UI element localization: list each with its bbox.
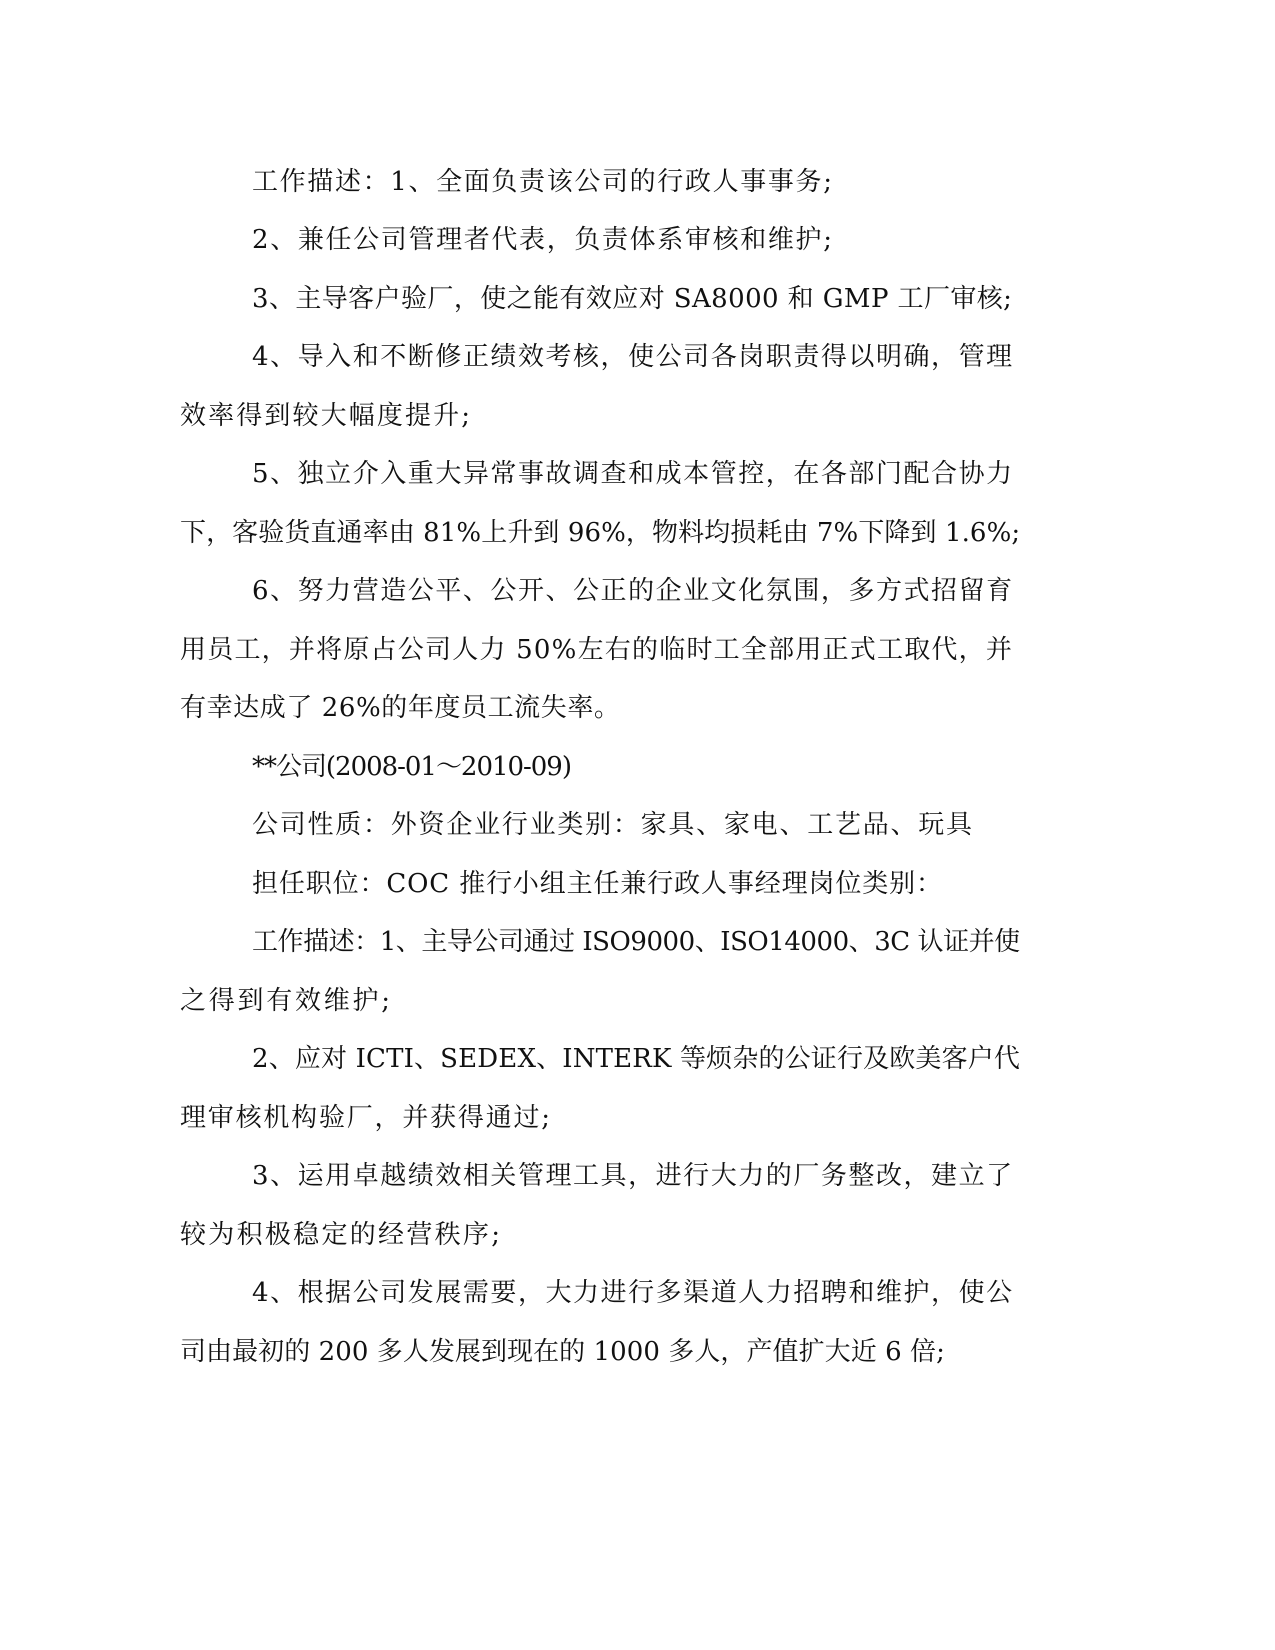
work-item-line: 4、根据公司发展需要，大力进行多渠道人力招聘和维护，使公 (252, 1278, 1014, 1308)
work-item-line: 3、主导客户验厂，使之能有效应对 SA8000 和 GMP 工厂审核; (252, 284, 1013, 314)
work-description-line: 工作描述：1、主导公司通过 ISO9000、ISO14000、3C 认证并使 (252, 927, 1020, 957)
work-item-continuation: 理审核机构验厂，并获得通过; (180, 1103, 552, 1133)
work-item-line: 2、应对 ICTI、SEDEX、INTERK 等烦杂的公证行及欧美客户代 (252, 1044, 1021, 1074)
work-item-continuation: 之得到有效维护; (180, 986, 393, 1016)
work-item-line: 3、运用卓越绩效相关管理工具，进行大力的厂务整改，建立了 (252, 1161, 1014, 1191)
work-item-line: 2、兼任公司管理者代表，负责体系审核和维护; (252, 225, 834, 255)
work-item-line: 4、导入和不断修正绩效考核，使公司各岗职责得以明确，管理 (252, 342, 1014, 372)
work-item-continuation: 有幸达成了 26%的年度员工流失率。 (180, 693, 621, 723)
work-item-continuation: 较为积极稳定的经营秩序; (180, 1220, 503, 1250)
company-nature-line: 公司性质：外资企业行业类别：家具、家电、工艺品、玩具 (252, 810, 974, 840)
position-line: 担任职位：COC 推行小组主任兼行政人事经理岗位类别： (252, 869, 943, 899)
work-item-continuation: 用员工，并将原占公司人力 50%左右的临时工全部用正式工取代，并 (180, 635, 1014, 665)
work-item-line: 6、努力营造公平、公开、公正的企业文化氛围，多方式招留育 (252, 576, 1014, 606)
work-item-continuation: 司由最初的 200 多人发展到现在的 1000 多人，产值扩大近 6 倍; (180, 1337, 945, 1367)
work-item-line: 5、独立介入重大异常事故调查和成本管控，在各部门配合协力 (252, 459, 1014, 489)
work-item-continuation: 效率得到较大幅度提升; (180, 401, 473, 431)
work-item-continuation: 下，客验货直通率由 81%上升到 96%，物料均损耗由 7%下降到 1.6%; (180, 518, 1021, 548)
work-description-line: 工作描述：1、全面负责该公司的行政人事事务; (252, 167, 834, 197)
company-heading: **公司(2008-01～2010-09) (252, 752, 571, 782)
